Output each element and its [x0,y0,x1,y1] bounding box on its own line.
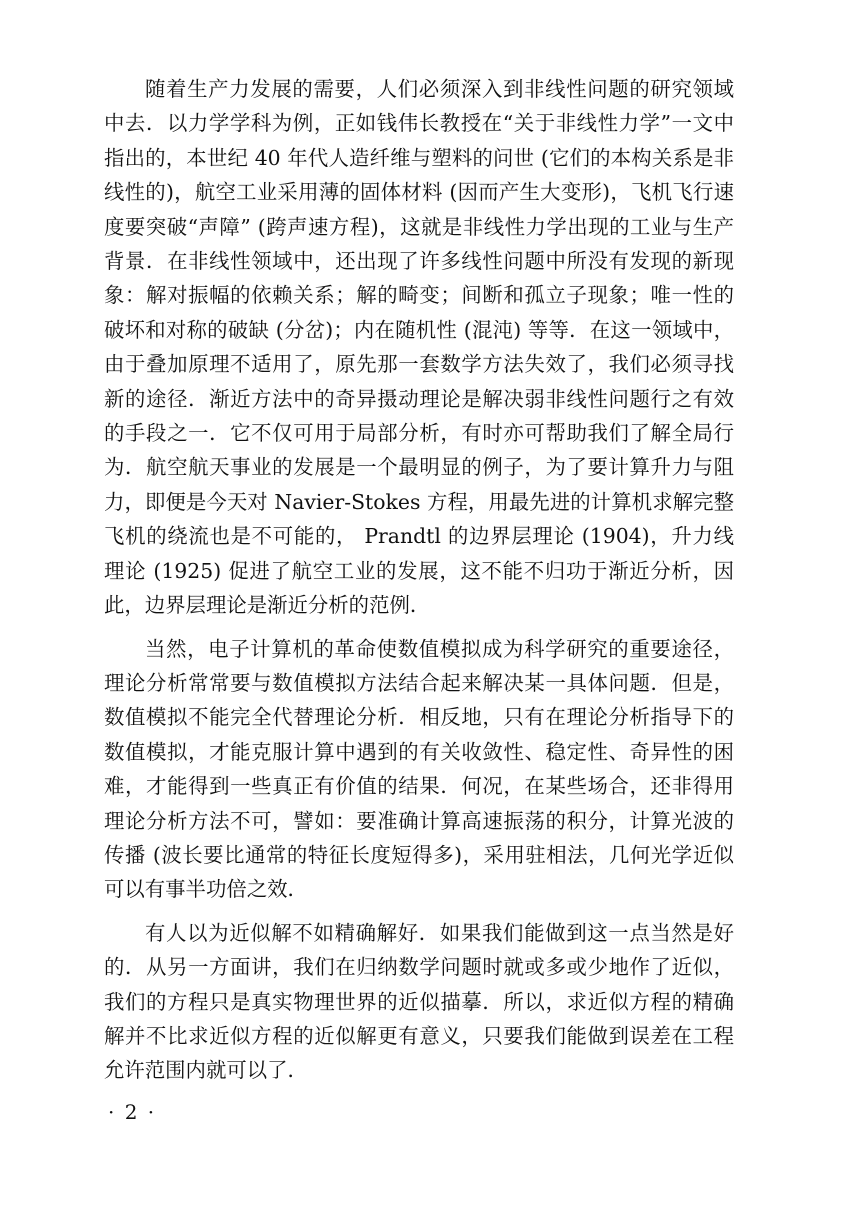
paragraph-nonlinear-problems: 随着生产力发展的需要，人们必须深入到非线性问题的研究领域中去．以力学学科为例，正如钱伟长教授在“关于非线性力学”一文中指出的，本世纪 40 年代人造纤维与塑料的问世 (它们的本构关系是非线性的)，航空工业采用薄的固体材料 (因而产生大变形)，飞机飞行速度要突破“声障” (跨声速方程)，这就是非线性力学出现的工业与生产背景．在非线性领域中，还出现了许多线性问题中所没有发现的新现象：解对振幅的依赖关系；解的畸变；间断和孤立子现象；唯一性的破坏和对称的破缺 (分岔)；内在随机性 (混沌) 等等．在这一领域中，由于叠加原理不适用了，原先那一套数学方法失效了，我们必须寻找新的途径．渐近方法中的奇异摄动理论是解决弱非线性问题行之有效的手段之一．它不仅可用于局部分析，有时亦可帮助我们了解全局行为．航空航天事业的发展是一个最明显的例子，为了要计算升力与阻力，即便是今天对 Navier-Stokes 方程，用最先进的计算机求解完整飞机的绕流也是不可能的， Prandtl 的边界层理论 (1904)，升力线理论 (1925) 促进了航空工业的发展，这不能不归功于渐近分析，因此，边界层理论是渐近分析的范例． [104,77,734,618]
page-number: · 2 · [108,1100,157,1124]
body-text [104,72,734,1088]
paragraph-numerical-simulation: 当然，电子计算机的革命使数值模拟成为科学研究的重要途径，理论分析常常要与数值模拟方法结合起来解决某一具体问题．但是，数值模拟不能完全代替理论分析．相反地，只有在理论分析指导下的数值模拟，才能克服计算中遇到的有关收敛性、稳定性、奇异性的困难，才能得到一些真正有价值的结果．何况，在某些场合，还非得用理论分析方法不可，譬如：要准确计算高速振荡的积分，计算光波的传播 (波长要比通常的特征长度短得多)，采用驻相法，几何光学近似可以有事半功倍之效． [104,636,734,902]
paragraph-approximate-solutions: 有人以为近似解不如精确解好．如果我们能做到这一点当然是好的．从另一方面讲，我们在归纳数学问题时就或多或少地作了近似，我们的方程只是真实物理世界的近似描摹．所以，求近似方程的精确解并不比求近似方程的近似解更有意义，只要我们能做到误差在工程允许范围内就可以了． [104,920,734,1083]
